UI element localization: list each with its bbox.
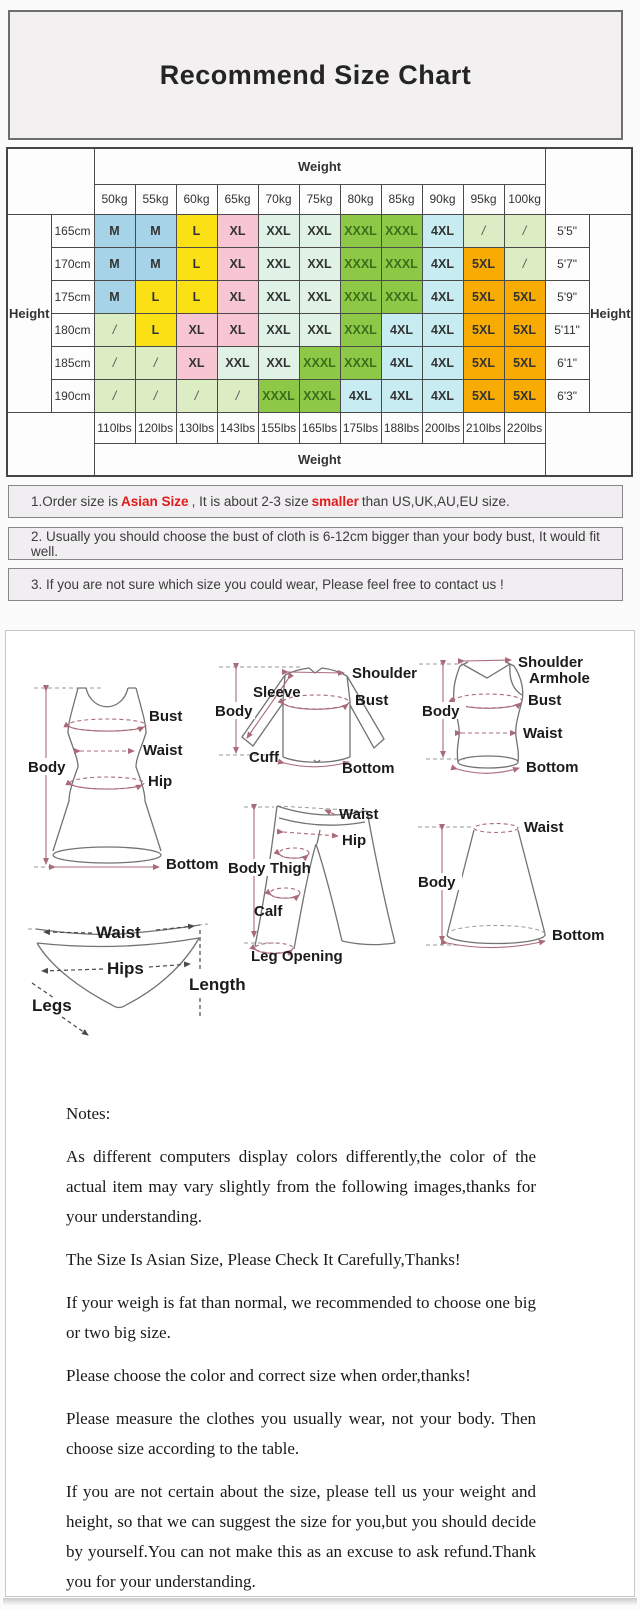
size-note-2 (8, 527, 623, 560)
shirt-bust-label: Bust (355, 692, 389, 709)
size-cell: XXL (299, 313, 340, 346)
shirt-diagram (213, 665, 417, 777)
size-cell: L (135, 280, 176, 313)
size-cell: 4XL (381, 346, 422, 379)
size-cell: XXXL (340, 214, 381, 247)
size-cell: XXXL (381, 280, 422, 313)
size-cell: XXL (217, 346, 258, 379)
size-cell: XXL (258, 247, 299, 280)
shirt-body-label: Body (215, 703, 253, 720)
lbs-column-header: 188lbs (381, 412, 422, 443)
height-cm-cell: 165cm (51, 214, 94, 247)
size-cell: XXXL (299, 346, 340, 379)
vest-diagram (419, 654, 590, 776)
size-cell: XXL (258, 346, 299, 379)
size-cell: / (135, 346, 176, 379)
size-cell: / (94, 313, 135, 346)
size-cell: XXXL (340, 247, 381, 280)
size-cell: / (176, 379, 217, 412)
height-cm-cell: 170cm (51, 247, 94, 280)
kg-column-header: 70kg (258, 184, 299, 214)
lbs-row (7, 412, 632, 443)
table-row (7, 247, 632, 280)
lbs-column-header: 143lbs (217, 412, 258, 443)
note-text: 1.Order size is (31, 494, 119, 509)
size-cell: XL (217, 247, 258, 280)
table-row (7, 280, 632, 313)
height-ft-cell: 6'3" (545, 379, 589, 412)
size-cell: XXL (258, 313, 299, 346)
shirt-cuff-label: Cuff (249, 749, 279, 766)
size-cell: M (135, 214, 176, 247)
table-row (7, 214, 632, 247)
pants-hip-label: Hip (342, 832, 367, 849)
size-cell: 5XL (463, 346, 504, 379)
size-cell: 4XL (340, 379, 381, 412)
size-cell: XXL (258, 214, 299, 247)
lbs-column-header: 210lbs (463, 412, 504, 443)
skirt-diagram (416, 819, 605, 948)
notes-paragraph: Please choose the color and correct size when order,thanks! (66, 1366, 471, 1385)
lbs-column-header: 120lbs (135, 412, 176, 443)
briefs-diagram (28, 923, 246, 1035)
size-cell: 5XL (463, 313, 504, 346)
weight-header-row (7, 148, 632, 184)
skirt-bottom-label: Bottom (552, 927, 605, 944)
size-chart-title-box (8, 10, 623, 140)
lbs-column-header: 175lbs (340, 412, 381, 443)
size-cell: M (135, 247, 176, 280)
size-cell: L (135, 313, 176, 346)
size-cell: 4XL (422, 280, 463, 313)
size-cell: / (463, 214, 504, 247)
lbs-column-header: 165lbs (299, 412, 340, 443)
size-cell: XL (217, 313, 258, 346)
size-cell: XL (217, 214, 258, 247)
size-cell: M (94, 214, 135, 247)
height-cm-cell: 185cm (51, 346, 94, 379)
height-cm-cell: 175cm (51, 280, 94, 313)
size-cell: / (94, 379, 135, 412)
pants-calf-label: Calf (254, 903, 283, 920)
lbs-column-header: 155lbs (258, 412, 299, 443)
height-cm-cell: 180cm (51, 313, 94, 346)
height-label-left: Height (7, 214, 51, 412)
height-ft-cell: 5'9" (545, 280, 589, 313)
size-cell: XXL (299, 214, 340, 247)
notes-heading: Notes: (66, 1104, 111, 1123)
size-cell: XXXL (299, 379, 340, 412)
size-cell: 4XL (422, 313, 463, 346)
corner-cell (545, 148, 632, 214)
weight-header: Weight (94, 148, 545, 184)
size-cell: 4XL (422, 346, 463, 379)
size-cell: / (135, 379, 176, 412)
briefs-waist-label: Waist (96, 923, 141, 942)
vest-waist-label: Waist (523, 725, 563, 742)
photo-bottom-edge (3, 1598, 637, 1605)
dress-body-label: Body (28, 759, 66, 776)
height-label-right: Height (589, 214, 632, 412)
size-cell: / (504, 214, 545, 247)
height-ft-cell: 5'11" (545, 313, 589, 346)
dress-waist-label: Waist (143, 742, 183, 759)
dress-hip-label: Hip (148, 773, 173, 790)
notes-paragraph: As different computers display colors differently,the color of the actual item may vary slightly from the following images,thanks for your understanding. (66, 1147, 536, 1226)
size-cell: M (94, 280, 135, 313)
vest-shoulder-label: Shoulder (518, 654, 584, 671)
size-cell: L (176, 214, 217, 247)
briefs-hips-label: Hips (107, 959, 144, 978)
size-cell: XXL (258, 280, 299, 313)
lower-panel (5, 630, 635, 1597)
pants-waist-label: Waist (339, 806, 379, 823)
size-cell: XXL (299, 280, 340, 313)
vest-armhole-label: Armhole (529, 670, 590, 687)
size-cell: 5XL (463, 280, 504, 313)
page-title: Recommend Size Chart (159, 59, 472, 90)
lbs-column-header: 200lbs (422, 412, 463, 443)
size-cell: XXL (299, 247, 340, 280)
measurement-diagrams (6, 631, 634, 1093)
vest-body-label: Body (422, 703, 460, 720)
height-ft-cell: 5'5" (545, 214, 589, 247)
lbs-column-header: 220lbs (504, 412, 545, 443)
pants-leg-opening-label: Leg Opening (251, 948, 343, 965)
size-cell: 5XL (504, 379, 545, 412)
pants-body-label: Body (228, 860, 266, 877)
dress-diagram (26, 688, 219, 873)
size-cell: 4XL (381, 313, 422, 346)
size-cell: / (217, 379, 258, 412)
shirt-sleeve-label: Sleeve (253, 684, 301, 701)
pants-thigh-label: Thigh (270, 860, 311, 877)
corner-cell (7, 412, 94, 476)
size-cell: / (94, 346, 135, 379)
size-note-1 (8, 485, 623, 518)
table-row (7, 313, 632, 346)
height-ft-cell: 6'1" (545, 346, 589, 379)
shirt-bottom-label: Bottom (342, 760, 395, 777)
shirt-shoulder-label: Shoulder (352, 665, 418, 682)
size-cell: XL (176, 313, 217, 346)
size-cell: 5XL (463, 247, 504, 280)
size-cell: XXXL (381, 247, 422, 280)
size-table (6, 147, 633, 477)
size-note-3 (8, 568, 623, 601)
note-text: , It is about 2-3 size (191, 494, 309, 509)
skirt-body-label: Body (418, 874, 456, 891)
weight-footer: Weight (94, 443, 545, 476)
kg-column-header: 95kg (463, 184, 504, 214)
size-cell: 4XL (422, 214, 463, 247)
kg-column-header: 80kg (340, 184, 381, 214)
size-cell: 5XL (463, 379, 504, 412)
height-cm-cell: 190cm (51, 379, 94, 412)
note-text: 2. Usually you should choose the bust of cloth is 6-12cm bigger than your body bust, It would fit well. (31, 528, 600, 559)
size-cell: XL (176, 346, 217, 379)
corner-cell (545, 412, 632, 476)
weight-footer-row (7, 443, 632, 476)
kg-column-header: 85kg (381, 184, 422, 214)
table-row (7, 379, 632, 412)
size-cell: XXXL (258, 379, 299, 412)
notes-paragraph: The Size Is Asian Size, Please Check It Carefully,Thanks! (66, 1250, 461, 1269)
size-cell: M (94, 247, 135, 280)
note-highlight: smaller (311, 494, 359, 509)
notes-paragraph: If your weigh is fat than normal, we recommended to choose one big or two big size. (66, 1293, 536, 1342)
kg-column-header: 55kg (135, 184, 176, 214)
size-cell: 5XL (504, 313, 545, 346)
size-cell: XL (217, 280, 258, 313)
briefs-length-label: Length (189, 975, 246, 994)
size-cell: 4XL (422, 247, 463, 280)
note-highlight: Asian Size (121, 494, 189, 509)
kg-column-header: 100kg (504, 184, 545, 214)
corner-cell (7, 148, 94, 214)
kg-column-header: 90kg (422, 184, 463, 214)
size-cell: XXXL (340, 346, 381, 379)
pants-diagram (226, 806, 395, 965)
note-text: than US,UK,AU,EU size. (361, 494, 510, 509)
vest-bottom-label: Bottom (526, 759, 579, 776)
bottom-notes (6, 1099, 634, 1597)
size-cell: XXXL (340, 313, 381, 346)
table-row (7, 346, 632, 379)
lbs-column-header: 130lbs (176, 412, 217, 443)
height-ft-cell: 5'7" (545, 247, 589, 280)
skirt-waist-label: Waist (524, 819, 564, 836)
notes-paragraph: Please measure the clothes you usually wear, not your body. Then choose size according to the table. (66, 1409, 536, 1458)
kg-column-header: 75kg (299, 184, 340, 214)
dress-bust-label: Bust (149, 708, 183, 725)
dress-bottom-label: Bottom (166, 856, 219, 873)
size-cell: 5XL (504, 346, 545, 379)
kg-column-header: 60kg (176, 184, 217, 214)
kg-column-header: 65kg (217, 184, 258, 214)
kg-row (7, 184, 632, 214)
size-cell: 4XL (381, 379, 422, 412)
size-cell: XXXL (340, 280, 381, 313)
size-cell: 4XL (422, 379, 463, 412)
size-cell: XXXL (381, 214, 422, 247)
vest-bust-label: Bust (528, 692, 562, 709)
size-cell: L (176, 280, 217, 313)
size-cell: L (176, 247, 217, 280)
size-cell: 5XL (504, 280, 545, 313)
kg-column-header: 50kg (94, 184, 135, 214)
notes-paragraph: If you are not certain about the size, please tell us your weight and height, so that we can suggest the size for you,but you should decide by yourself.You can not make this as an excuse to ask refund.Thank you for your understanding. (66, 1482, 536, 1591)
size-cell: / (504, 247, 545, 280)
note-text: 3. If you are not sure which size you could wear, Please feel free to contact us ! (31, 577, 504, 592)
lbs-column-header: 110lbs (94, 412, 135, 443)
briefs-legs-label: Legs (32, 996, 72, 1015)
